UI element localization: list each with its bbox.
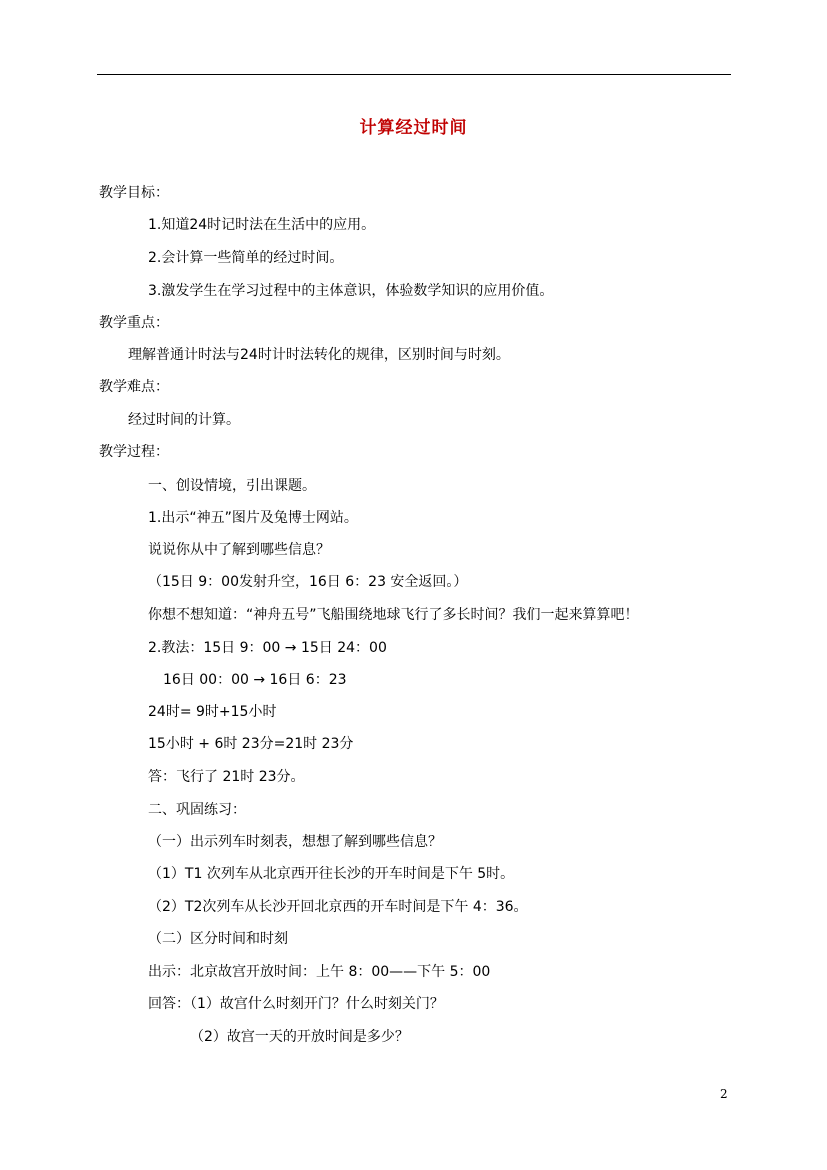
process-line: （15日 9：00发射升空，16日 6：23 安全返回。） [148, 574, 468, 590]
difficulty-text: 经过时间的计算。 [128, 412, 240, 428]
difficulty-heading: 教学难点： [99, 379, 169, 395]
process-line: 16日 00：00 → 16日 6：23 [163, 672, 347, 688]
process-line: 1.出示“神五”图片及兔博士网站。 [148, 510, 358, 526]
process-line: （2）故宫一天的开放时间是多少？ [190, 1029, 409, 1045]
objective-item: 1.知道24时记时法在生活中的应用。 [148, 217, 376, 233]
process-line: 二、巩固练习： [148, 802, 246, 818]
objective-item: 3.激发学生在学习过程中的主体意识，体验数学知识的应用价值。 [148, 283, 554, 299]
process-line: 回答：（1）故宫什么时刻开门？什么时刻关门？ [148, 996, 444, 1012]
process-line: 2.教法：15日 9：00 → 15日 24：00 [148, 640, 387, 656]
objectives-heading: 教学目标： [99, 185, 169, 201]
process-line: （2）T2次列车从长沙开回北京西的开车时间是下午 4：36。 [148, 899, 528, 915]
process-line: 出示：北京故宫开放时间：上午 8：00——下午 5：00 [148, 964, 491, 980]
process-line: （二）区分时间和时刻 [148, 931, 288, 947]
process-heading: 教学过程： [99, 444, 169, 460]
header-rule [97, 74, 731, 75]
process-line: 15小时 + 6时 23分=21时 23分 [148, 736, 354, 752]
key-points-text: 理解普通计时法与24时计时法转化的规律，区别时间与时刻。 [128, 347, 510, 363]
process-line: 答：飞行了 21时 23分。 [148, 769, 305, 785]
document-title: 计算经过时间 [359, 118, 468, 138]
process-line: （1）T1 次列车从北京西开往长沙的开车时间是下午 5时。 [148, 866, 515, 882]
objective-item: 2.会计算一些简单的经过时间。 [148, 250, 344, 266]
process-line: 24时= 9时+15小时 [148, 704, 277, 720]
process-line: 一、创设情境，引出课题。 [148, 478, 316, 494]
page-number: 2 [720, 1087, 728, 1101]
process-line: 说说你从中了解到哪些信息？ [148, 542, 330, 558]
process-line: （一）出示列车时刻表，想想了解到哪些信息？ [148, 834, 442, 850]
key-points-heading: 教学重点： [99, 315, 169, 331]
process-line: 你想不想知道：“神舟五号”飞船围绕地球飞行了多长时间？我们一起来算算吧！ [148, 607, 639, 623]
